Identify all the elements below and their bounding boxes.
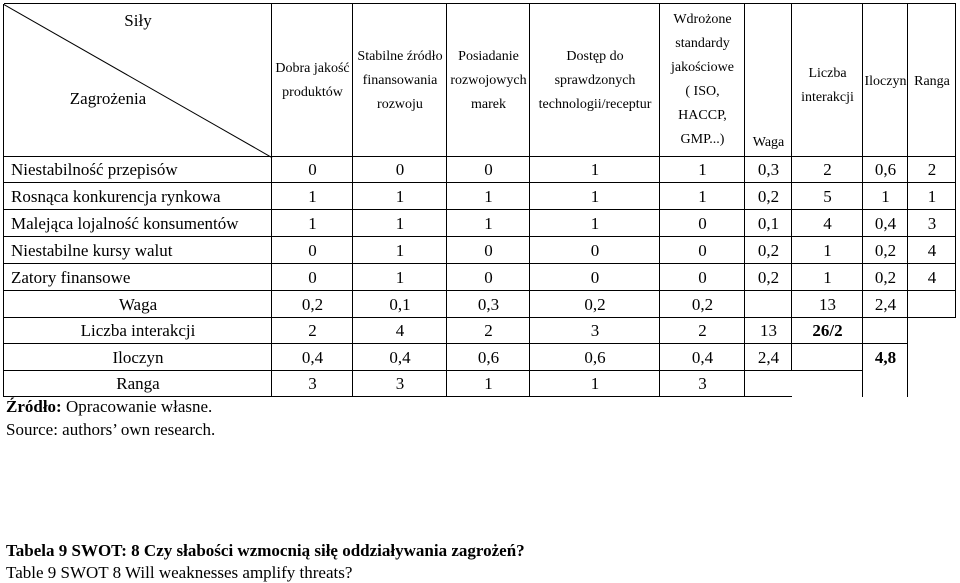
summary-cell: 0,4	[301, 347, 324, 367]
summary-cell: 0,3	[477, 294, 500, 314]
summary-cell: 0,4	[389, 347, 411, 367]
table-cell: 0,3	[757, 160, 780, 180]
summary-cell: 26/2	[812, 321, 843, 341]
table-cell: 1	[698, 186, 707, 206]
header-line: Ranga	[914, 74, 950, 89]
summary-cell: 0,4	[691, 347, 714, 367]
table-cell: 4	[927, 267, 937, 287]
table-cell: 1	[823, 240, 832, 260]
summary-cell: 0,2	[301, 294, 324, 314]
summary-cell: 0,2	[584, 294, 606, 314]
header-line: Posiadanie	[458, 48, 519, 64]
header-line: Stabilne źródło	[357, 48, 443, 64]
table-cell: 0,2	[874, 267, 897, 287]
table-cell: 0,2	[874, 240, 897, 260]
table-cell: 1	[698, 160, 707, 180]
table-cell: 1	[590, 186, 600, 206]
summary-cell: 2	[308, 321, 317, 341]
summary-cell: 3	[395, 374, 405, 394]
table-cell: 0	[484, 267, 493, 287]
summary-cell: 2	[484, 321, 493, 341]
table-cell: 1	[395, 213, 405, 233]
header-line: Dobra jakość	[275, 60, 350, 76]
corner-label-strengths: Siły	[124, 11, 152, 30]
summary-cell: 0,6	[477, 347, 500, 367]
summary-cell: 0,2	[691, 294, 714, 314]
header-line: Wdrożone	[673, 12, 732, 27]
header-funding	[353, 4, 447, 157]
summary-cell: 2,4	[757, 347, 780, 367]
summary-cell: 13	[760, 321, 777, 341]
table-cell: 0,2	[757, 240, 780, 260]
summary-label: Ranga	[116, 374, 160, 394]
table-caption-pl: Tabela 9 SWOT: 8 Czy słabości wzmocnią siłę oddziaływania zagrożeń?	[6, 541, 525, 560]
source-note-en: Source: authors’ own research.	[6, 420, 216, 439]
summary-cell: 4,8	[874, 347, 897, 367]
source-note-pl	[6, 397, 212, 417]
header-line: GMP...)	[680, 132, 725, 147]
header-line: rozwoju	[377, 96, 423, 112]
header-line: sprawdzonych	[554, 72, 636, 88]
table-cell: 0,1	[757, 213, 780, 233]
table-cell: 1	[395, 240, 405, 260]
header-line: Liczba	[808, 66, 847, 81]
header-line: finansowania	[362, 72, 438, 88]
header-brands	[447, 4, 530, 157]
header-standards	[660, 4, 745, 157]
row-label: Malejąca lojalność konsumentów	[11, 213, 239, 233]
summary-label: Iloczyn	[112, 347, 164, 367]
summary-label: Waga	[118, 294, 158, 314]
summary-cell: 3	[698, 374, 707, 394]
table-caption-en: Table 9 SWOT 8 Will weaknesses amplify threats?	[6, 563, 353, 582]
header-interactions	[792, 4, 863, 157]
header-line: Dostęp do	[566, 48, 624, 64]
row-label: Rosnąca konkurencja rynkowa	[11, 186, 221, 206]
table-cell: 1	[590, 160, 600, 180]
summary-cell: 0,6	[584, 347, 606, 367]
table-cell: 1	[308, 213, 317, 233]
table-cell: 4	[927, 240, 937, 260]
header-line: rozwojowych	[450, 72, 527, 88]
row-label: Niestabilność przepisów	[11, 160, 178, 180]
table-cell: 1	[484, 213, 493, 233]
header-line: jakościowe	[671, 60, 734, 75]
summary-cell: 0,1	[389, 294, 411, 314]
header-line: interakcji	[801, 90, 854, 105]
summary-cell: 1	[484, 374, 493, 394]
table-cell: 1	[927, 186, 937, 206]
header-line: produktów	[282, 84, 343, 100]
table-cell: 0	[308, 240, 317, 260]
header-line: HACCP,	[678, 108, 727, 123]
table-cell: 0	[308, 267, 317, 287]
header-quality	[272, 4, 353, 157]
source-text: Opracowanie własne.	[61, 397, 213, 416]
summary-cell: 3	[590, 321, 600, 341]
table-cell: 0	[484, 160, 493, 180]
table-cell: 0	[395, 160, 405, 180]
table-cell: 5	[823, 186, 832, 206]
summary-cell: 13	[819, 294, 836, 314]
summary-cell: 1	[590, 374, 600, 394]
table-cell: 1	[395, 267, 405, 287]
summary-cell: 3	[308, 374, 317, 394]
table-cell: 0,2	[757, 186, 780, 206]
table-cell: 3	[927, 213, 937, 233]
table-cell: 0	[698, 240, 707, 260]
table-cell: 1	[823, 267, 832, 287]
header-product	[863, 4, 908, 157]
header-weight	[745, 4, 792, 157]
table-cell: 1	[308, 186, 317, 206]
row-label: Niestabilne kursy walut	[11, 240, 173, 260]
corner-label-threats: Zagrożenia	[69, 89, 147, 108]
header-technology	[530, 4, 660, 157]
table-cell: 0	[590, 267, 600, 287]
table-cell: 1	[484, 186, 493, 206]
source-prefix: Źródło:	[6, 397, 62, 416]
header-line: standardy	[675, 36, 730, 51]
row-label: Zatory finansowe	[11, 267, 131, 287]
table-cell: 1	[590, 213, 600, 233]
table-cell: 0	[698, 267, 707, 287]
header-line: Waga	[752, 135, 785, 150]
table-cell: 4	[823, 213, 832, 233]
summary-cell: 2	[698, 321, 707, 341]
table-cell: 2	[823, 160, 832, 180]
table-cell: 0	[590, 240, 600, 260]
table-cell: 0,4	[874, 213, 897, 233]
table-cell: 1	[881, 186, 890, 206]
header-line: ( ISO,	[685, 84, 720, 99]
table-cell: 1	[395, 186, 405, 206]
table-cell: 2	[927, 160, 937, 180]
summary-cell: 2,4	[874, 294, 897, 314]
table-cell: 0,2	[757, 267, 780, 287]
table-cell: 0	[484, 240, 493, 260]
table-cell: 0	[308, 160, 317, 180]
summary-label: Liczba interakcji	[80, 321, 196, 341]
table-cell: 0	[698, 213, 707, 233]
header-line: marek	[471, 96, 506, 112]
header-line: technologii/receptur	[538, 96, 652, 112]
table-cell: 0,6	[874, 160, 897, 180]
header-rank	[908, 4, 956, 157]
summary-cell: 4	[395, 321, 405, 341]
header-line: Iloczyn	[864, 74, 907, 89]
